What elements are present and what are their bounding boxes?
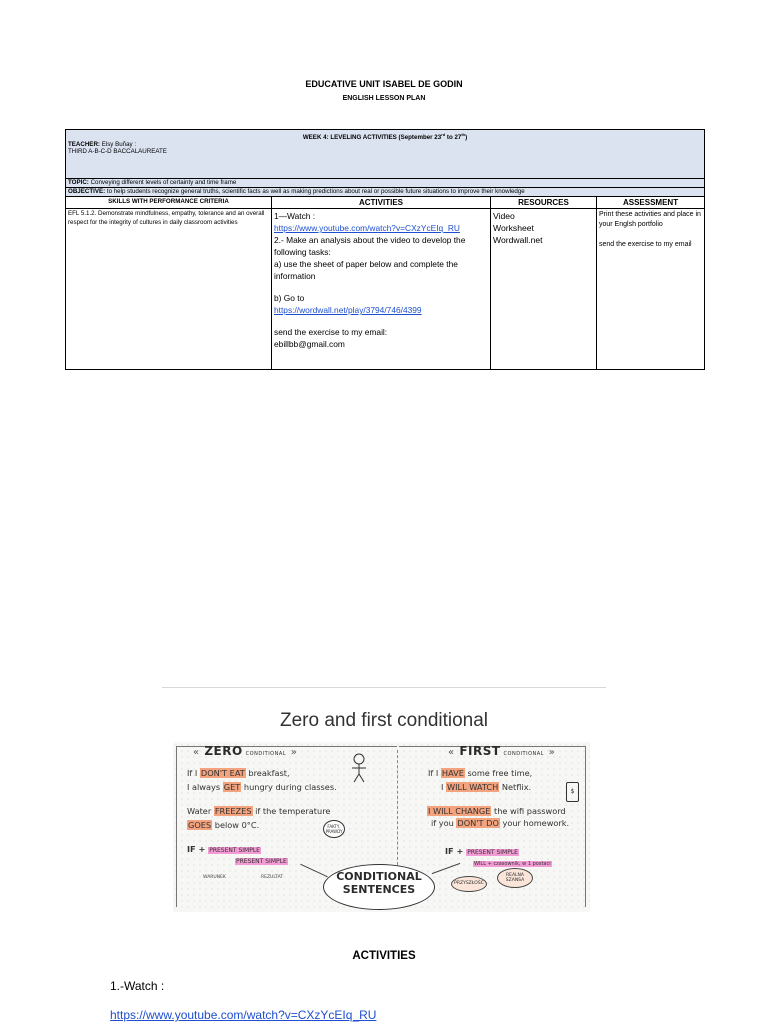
header-assessment: ASSESSMENT xyxy=(597,197,705,209)
stick-figure-icon xyxy=(348,752,370,784)
first-line-2: I WILL WATCH Netflix. xyxy=(441,782,532,792)
zero-line-1: If I DON'T EAT breakfast, xyxy=(187,768,290,778)
resources-cell xyxy=(491,209,597,370)
conditional-sentences-bubble: CONDITIONAL SENTENCES xyxy=(323,864,435,910)
header-skills: SKILLS WITH PERFORMANCE CRITERIA xyxy=(66,197,272,209)
first-formula-1: IF + PRESENT SIMPLE xyxy=(445,846,518,856)
activities-heading: ACTIVITIES xyxy=(352,950,416,962)
activity-go-to: b) Go to xyxy=(274,293,305,304)
real-chance-bubble: REALNA SZANSA xyxy=(497,868,533,888)
conditional-sketchnote xyxy=(173,742,590,912)
assessment-send: send the exercise to my email xyxy=(599,241,692,249)
youtube-link[interactable]: https://www.youtube.com/watch?v=CXzYcEIq_RU xyxy=(274,223,460,234)
activity-analysis: 2.- Make an analysis about the video to develop the following tasks: xyxy=(274,235,466,258)
assessment-cell xyxy=(597,209,705,370)
week-teacher-cell xyxy=(66,130,705,179)
first-line-3: I WILL CHANGE the wifi password xyxy=(428,806,566,816)
wordwall-link[interactable]: https://wordwall.net/play/3794/746/4399 xyxy=(274,305,422,316)
lesson-plan-table xyxy=(65,129,705,370)
zero-heading: « ZERO CONDITIONAL » xyxy=(193,744,298,758)
first-line-4: if you DON'T DO your homework. xyxy=(431,818,570,828)
zero-line-2: I always GET hungry during classes. xyxy=(187,782,337,792)
activity-email: ebillbb@gmail.com xyxy=(274,339,345,350)
activity-send: send the exercise to my email: xyxy=(274,327,388,338)
teacher-info: TEACHER: Elsy Buñay : THIRD A-B-C-D BACCALAUREATE xyxy=(68,141,167,156)
youtube-link-lower[interactable]: https://www.youtube.com/watch?v=CXzYcEIq_RU xyxy=(110,1008,377,1022)
watch-label: 1.-Watch : xyxy=(110,979,165,993)
activity-watch: 1—Watch : xyxy=(274,211,316,222)
zero-label-result: REZULTAT xyxy=(261,875,284,880)
resource-video: Video xyxy=(493,211,515,222)
zero-formula-2: PRESENT SIMPLE xyxy=(236,858,287,865)
resource-wordwall: Wordwall.net xyxy=(493,235,543,246)
objective-cell: OBJECTIVE: to help students recognize general truths, scientific facts as well as making predictions about real or possible future situations to improve their knowledge xyxy=(66,188,705,197)
topic-cell: TOPIC: Conveying different levels of certainty and time frame xyxy=(66,179,705,188)
future-bubble: PRZYSZŁOŚĆ xyxy=(451,876,487,892)
first-formula-2: WILL + czasownik, w 1 postaci xyxy=(474,861,551,867)
phone-icon: $ xyxy=(566,782,579,802)
figure-title: Zero and first conditional xyxy=(279,710,489,731)
figure-divider xyxy=(397,750,398,870)
divider-line xyxy=(162,687,606,688)
school-title: EDUCATIVE UNIT ISABEL DE GODIN xyxy=(305,79,463,89)
resource-worksheet: Worksheet xyxy=(493,223,534,234)
activities-cell xyxy=(272,209,491,370)
fact-bubble: FAKTY, PRAWDY xyxy=(323,820,345,838)
skills-cell: EFL 5.1.2. Demonstrate mindfulness, empathy, tolerance and an overall respect for the integrity of cultures in daily classroom activities xyxy=(66,209,272,370)
zero-label-condition: WARUNEK xyxy=(203,875,226,880)
week-title: WEEK 4: LEVELING ACTIVITIES (September 23rd to 27th) xyxy=(302,132,468,142)
lesson-plan-title: ENGLISH LESSON PLAN xyxy=(342,95,426,102)
first-line-1: If I HAVE some free time, xyxy=(428,768,533,778)
activity-task-a: a) use the sheet of paper below and complete the information xyxy=(274,259,458,282)
header-resources: RESOURCES xyxy=(491,197,597,209)
zero-line-4: GOES below 0°C. xyxy=(188,820,260,830)
header-activities: ACTIVITIES xyxy=(272,197,491,209)
assessment-print: Print these activities and place in your Englsh portfolio xyxy=(599,211,701,229)
zero-formula-1: IF + PRESENT SIMPLE xyxy=(187,844,260,854)
zero-line-3: Water FREEZES if the temperature xyxy=(187,806,331,816)
first-heading: « FIRST CONDITIONAL » xyxy=(448,744,556,758)
